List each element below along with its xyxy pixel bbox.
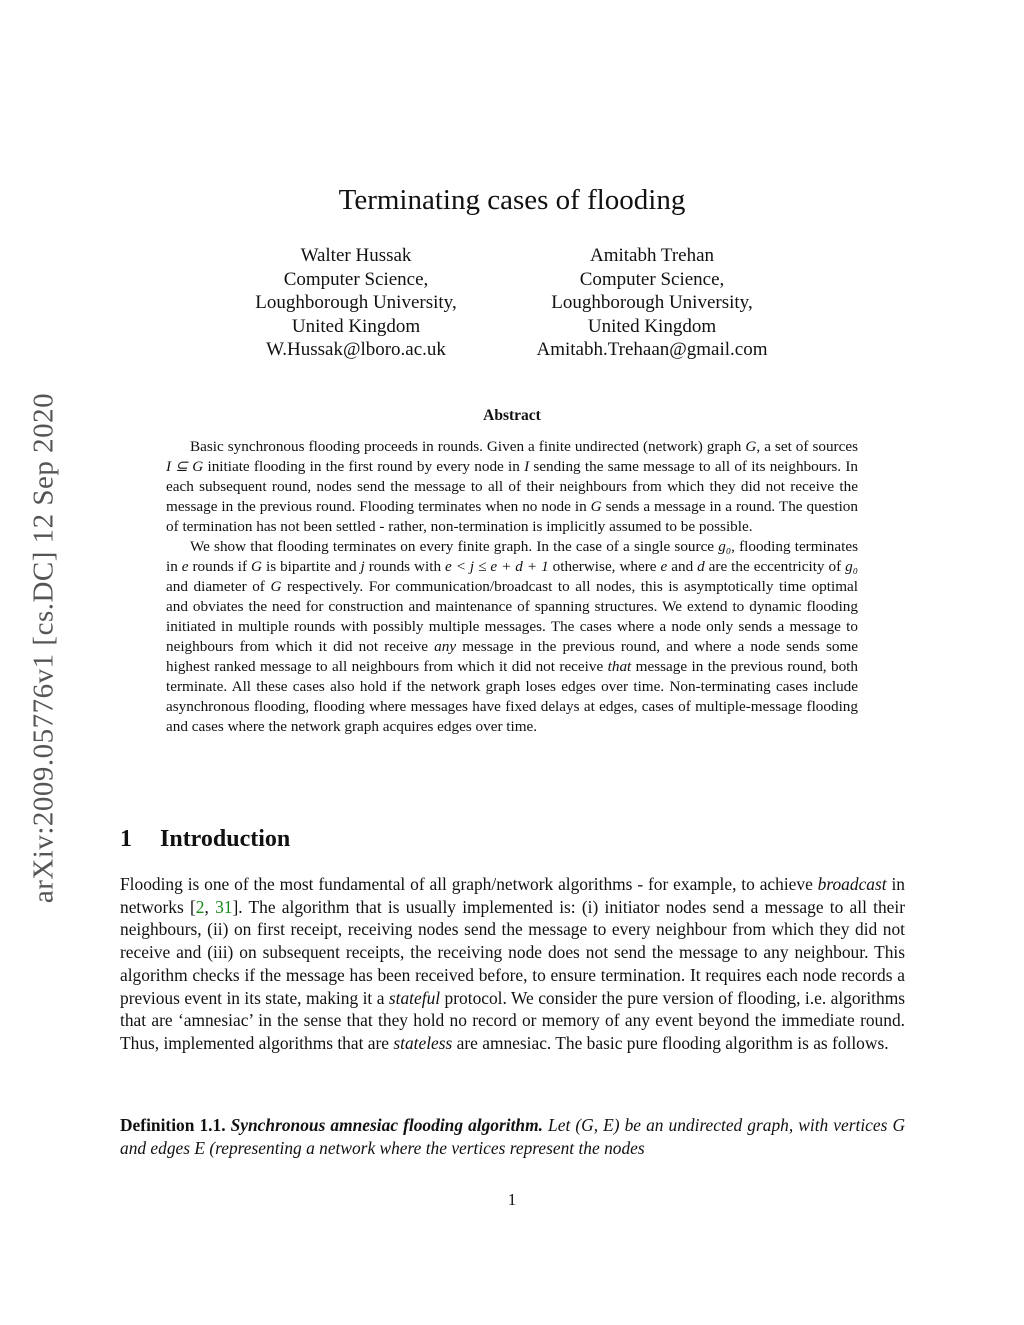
section-title: Introduction [160,826,291,852]
abstract-paragraph-1: Basic synchronous flooding proceeds in rounds. Given a finite undirected (network) graph G, a set of sources I ⊆ G initiate flooding in the first round by every node in I sending the same message to all of its neighbours. In each subsequent round, nodes send the message to all of their neighbours from which they did not receive the message in the previous round. Flooding terminates when no node in G sends a message in a round. The question of termination has not been settled - rather, non-termination is implicitly assumed to be possible. [166,438,859,535]
definition-text: Let (G, E) be an undirected graph, with vertices G and edges E (representing a network where the vertices represent the nodes [120,1115,905,1158]
author-email: Amitabh.Trehaan@gmail.com [536,339,768,360]
arxiv-identifier-stamp[interactable]: arXiv:2009.05776v1 [cs.DC] 12 Sep 2020 [27,392,60,904]
definition-block [120,1114,905,1159]
author-department: Computer Science, [579,268,725,290]
author-name: Walter Hussak [300,245,412,266]
section-number: 1 [120,826,132,852]
abstract-paragraph-2: We show that flooding terminates on every finite graph. In the case of a single source g₀, flooding terminates in e rounds if G is bipartite and j rounds with e < j ≤ e + d + 1 otherwise, where e and d are the eccentricity of g₀ and diameter of G respectively. For communication/broadcast to all nodes, this is asymptotically time optimal and obviates the need for construction and maintenance of spanning structures. We extend to dynamic flooding initiated in multiple rounds with possibly multiple messages. The cases where a node only sends a message to neighbours from which it did not receive any message in the previous round, and where a node sends some highest ranked message to all neighbours from which it did not receive that message in the previous round, both terminate. All these cases also hold if the network graph loses edges over time. Non-terminating cases include asynchronous flooding, flooding where messages have fixed delays at edges, cases of multiple-message flooding and cases where the network graph acquires edges over time. [166,538,859,735]
author-country: United Kingdom [587,315,717,337]
page-number: 1 [507,1190,517,1209]
section-heading-introduction [120,826,290,853]
citation-link[interactable]: 31 [215,896,233,917]
author-country: United Kingdom [291,315,421,337]
paper-title: Terminating cases of flooding [338,184,686,216]
author-university: Loughborough University, [255,292,457,313]
author-block-2 [502,244,802,362]
introduction-paragraph: Flooding is one of the most fundamental of all graph/network algorithms - for example, to achieve broadcast in networks [2, 31]. The algorithm that is usually implemented is: (i) initiator nodes send a message to all their neighbours, (ii) on first receipt, receiving nodes send the message to every neighbour from which they did not receive and (iii) on subsequent receipts, the receiving node does not send the message to any neighbour. This algorithm checks if the message has been received before, to ensure termination. It requires each node records a previous event in its state, making it a stateful protocol. We consider the pure version of flooding, i.e. algorithms that are ‘amnesiac’ in the sense that they hold no record or memory of any event beyond the immediate round. Thus, implemented algorithms that are stateless are amnesiac. The basic pure flooding algorithm is as follows. [120,874,905,1053]
abstract-body [166,437,858,737]
author-name: Amitabh Trehan [589,245,715,266]
author-university: Loughborough University, [551,292,753,313]
citation-link[interactable]: 2 [195,896,205,917]
abstract-heading: Abstract [483,407,541,424]
definition-name: Synchronous amnesiac flooding algorithm. [230,1115,543,1135]
author-department: Computer Science, [283,268,429,290]
author-email: W.Hussak@lboro.ac.uk [266,339,446,360]
definition-label: Definition 1.1. [120,1115,226,1135]
author-block-1 [206,244,506,362]
